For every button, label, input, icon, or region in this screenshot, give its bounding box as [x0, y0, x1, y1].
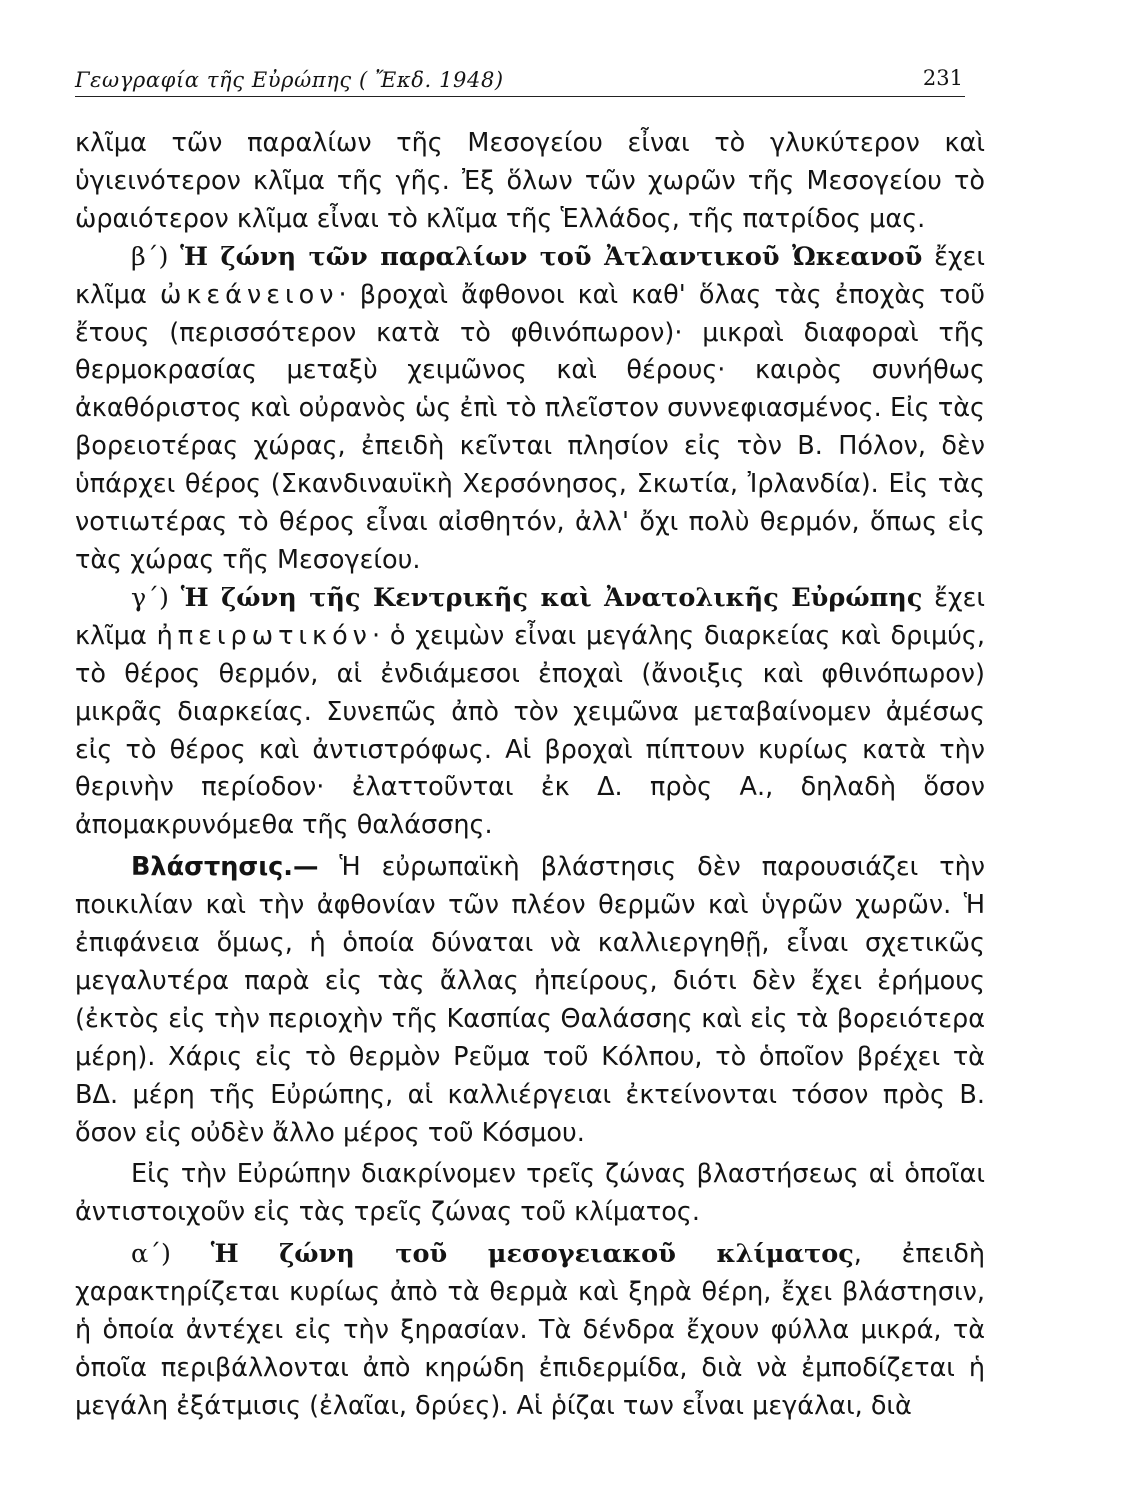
paragraph-text: ἔχει κλῖμα: [75, 582, 986, 651]
paragraph-mediterranean-climate-end: κλῖμα τῶν παραλίων τῆς Μεσογείου εἶναι τὸ γλυκύτερον καὶ ὑγιεινότερον κλῖμα τῆς γῆς. Ἐξ ὅλων τῶν χωρῶν τῆς Μεσογείου τὸ ὡραιότερον κλῖμα εἶναι τὸ κλῖμα τῆς Ἑλλάδος, τῆς πατρίδος μας.: [75, 128, 985, 234]
section-heading-atlantic: Ἡ ζώνη τῶν παραλίων τοῦ Ἀτλαντικοῦ Ὠκεανοῦ: [180, 241, 923, 272]
paragraph-atlantic-zone: [75, 239, 985, 580]
paragraph-text: · ὁ χειμὼν εἶναι μεγάλης διαρκείας καὶ δριμύς, τὸ θέρος θερμόν, αἱ ἐνδιάμεσοι ἐποχαὶ (ἄνοιξις καὶ φθινόπωρον) μικρᾶς διαρκείας. Συνεπῶς ἀπὸ τὸν χειμῶνα μεταβαίνομεν ἀμέσως εἰς τὸ θέρος καὶ ἀντιστρόφως. Αἱ βροχαὶ πίπτουν κυρίως κατὰ τὴν θερινὴν περίοδον· ἐλαττοῦνται ἐκ Δ. πρὸς Α., δηλαδὴ ὅσον ἀπομακρυνόμεθα τῆς θαλάσσης.: [75, 620, 985, 841]
paragraph-central-eastern-zone: [75, 580, 985, 845]
page-number: 231: [922, 66, 963, 90]
section-heading-vegetation: Βλάστησις.—: [131, 852, 319, 883]
item-label-b: β΄): [131, 241, 169, 272]
item-label-a: α΄): [131, 1239, 171, 1270]
paragraph-mediterranean-vegetation: [75, 1236, 985, 1426]
paragraph-text: · βροχαὶ ἄφθονοι καὶ καθ' ὅλας τὰς ἐποχὰς τοῦ ἔτους (περισσότερον κατὰ τὸ φθινόπωρον)· μικραὶ διαφοραὶ τῆς θερμοκρασίας μεταξὺ χειμῶνος καὶ θέρους· καιρὸς συνήθως ἀκαθόριστος καὶ οὐρανὸς ὡς ἐπὶ τὸ πλεῖστον συννεφιασμένος. Εἰς τὰς βορειοτέρας χώρας, ἐπειδὴ κεῖνται πλησίον εἰς τὸν Β. Πόλον, δὲν ὑπάρχει θέρος (Σκανδιναυϊκὴ Χερσόνησος, Σκωτία, Ἰρλανδία). Εἰς τὰς νοτιωτέρας τὸ θέρος εἶναι αἰσθητόν, ἀλλ' ὄχι πολὺ θερμόν, ὅπως εἰς τὰς χώρας τῆς Μεσογείου.: [75, 279, 985, 575]
body-text: [75, 125, 985, 1426]
spaced-term-oceanic: ὠκεάνειον: [159, 279, 339, 310]
section-heading-mediterranean: Ἡ ζώνη τοῦ μεσογειακοῦ κλίματος: [210, 1239, 854, 1270]
paragraph-text: ἔχει κλῖμα: [75, 241, 985, 310]
running-title: Γεωγραφία τῆς Εὐρώπης ( Ἔκδ. 1948): [75, 68, 504, 92]
paragraph-text: , ἐπειδὴ χαρακτηρίζεται κυρίως ἀπὸ τὰ θερμὰ καὶ ξηρὰ θέρη, ἔχει βλάστησιν, ἡ ὁποία ἀντέχει εἰς τὴν ξηρασίαν. Τὰ δένδρα ἔχουν φύλλα μικρά, τὰ ὁποῖα περιβάλλονται ἀπὸ κηρώδη ἐπιδερμίδα, διὰ νὰ ἐμποδίζεται ἡ μεγάλη ἐξάτμισις (ἐλαῖαι, δρύες). Αἱ ῥίζαι των εἶναι μεγάλαι, διὰ: [75, 1239, 985, 1421]
section-heading-central-eastern: Ἡ ζώνη τῆς Κεντρικῆς καὶ Ἀνατολικῆς Εὐρώπης: [180, 582, 923, 613]
item-label-c: γ΄): [131, 582, 169, 613]
spaced-term-continental: ἠπειρωτικόν: [156, 620, 372, 651]
page-header: [75, 62, 965, 97]
paragraph-text: Ἡ εὐρωπαϊκὴ βλάστησις δὲν παρουσιάζει τὴν ποικιλίαν καὶ τὴν ἀφθονίαν τῶν πλέον θερμῶν καὶ ὑγρῶν χωρῶν. Ἡ ἐπιφάνεια ὅμως, ἡ ὁποία δύναται νὰ καλλιεργηθῇ, εἶναι σχετικῶς μεγαλυτέρα παρὰ εἰς τὰς ἄλλας ἠπείρους, διότι δὲν ἔχει ἐρήμους (ἐκτὸς εἰς τὴν περιοχὴν τῆς Κασπίας Θαλάσσης καὶ εἰς τὰ βορειότερα μέρη). Χάρις εἰς τὸ θερμὸν Ρεῦμα τοῦ Κόλπου, τὸ ὁποῖον βρέχει τὰ ΒΔ. μέρη τῆς Εὐρώπης, αἱ καλλιέργειαι ἐκτείνονται τόσον πρὸς Β. ὅσον εἰς οὐδὲν ἄλλο μέρος τοῦ Κόσμου.: [75, 852, 985, 1148]
paragraph-three-zones: Εἰς τὴν Εὐρώπην διακρίνομεν τρεῖς ζώνας βλαστήσεως αἱ ὁποῖαι ἀντιστοιχοῦν εἰς τὰς τρεῖς ζώνας τοῦ κλίματος.: [75, 1159, 985, 1228]
paragraph-vegetation: [75, 849, 985, 1152]
